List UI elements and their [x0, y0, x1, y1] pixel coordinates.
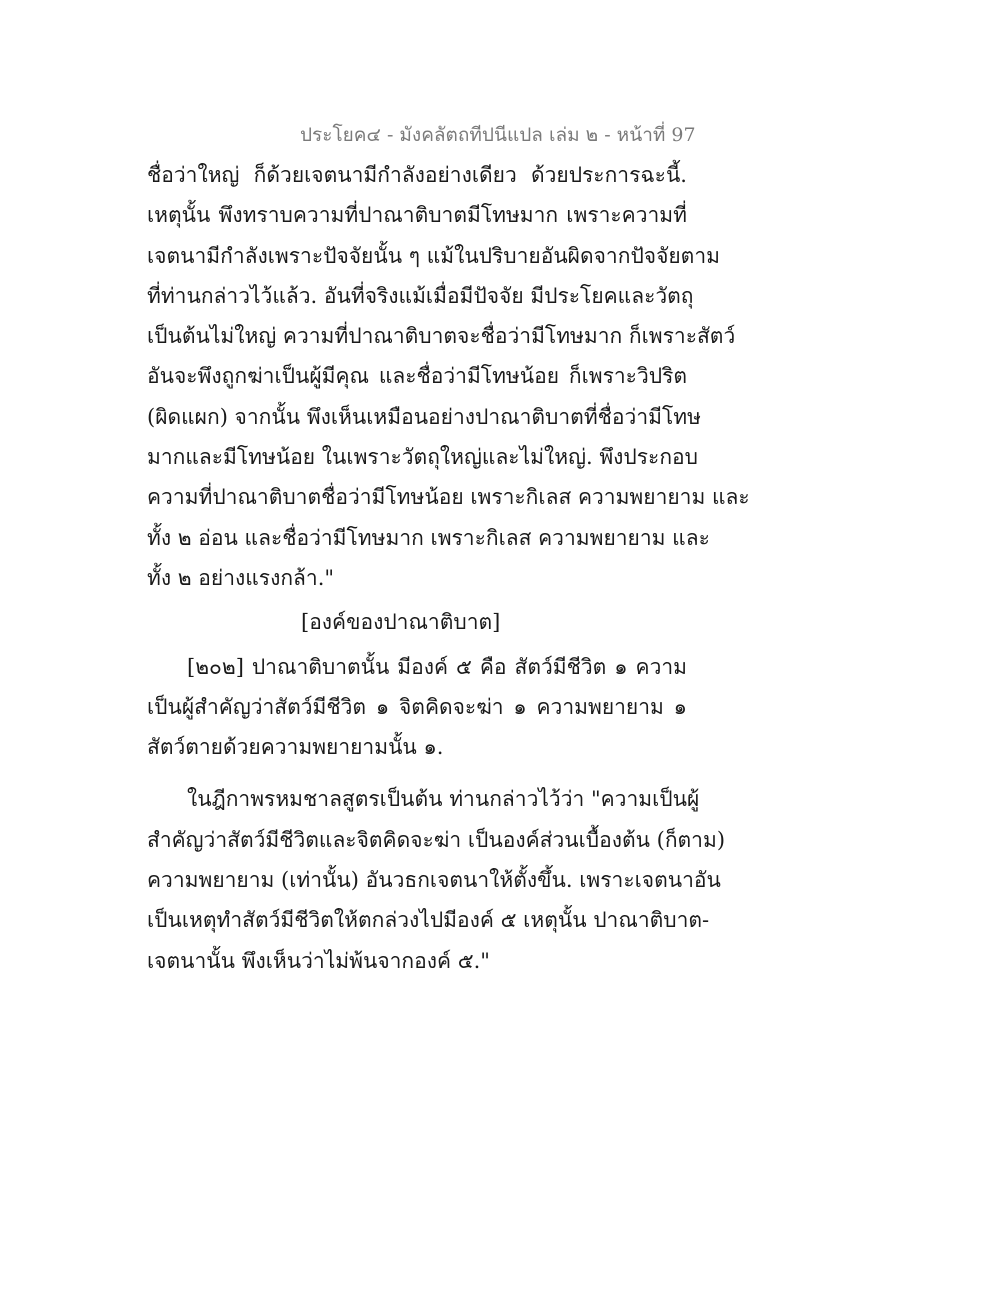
- text-line: ความพยายาม (เท่านั้น) อันวธกเจตนาให้ตั้งขึ้น. เพราะเจตนาอัน: [147, 868, 721, 893]
- text-line: ชื่อว่าใหญ่ ก็ด้วยเจตนามีกำลังอย่างเดียว ด้วยประการฉะนี้.: [147, 163, 687, 187]
- body-text: [147, 155, 750, 981]
- text-line: ทั้ง ๒ อย่างแรงกล้า.": [147, 565, 335, 590]
- text-line: เหตุนั้น พึงทราบความที่ปาณาติบาตมีโทษมาก เพราะความที่: [147, 203, 687, 228]
- text-line: อันจะพึงถูกฆ่าเป็นผู้มีคุณ และชื่อว่ามีโทษน้อย ก็เพราะวิปริต: [147, 364, 687, 389]
- text-line: [๒๐๒] ปาณาติบาตนั้น มีองค์ ๕ คือ สัตว์มีชีวิต ๑ ความ: [187, 654, 687, 679]
- paragraph-commentary: [147, 779, 726, 980]
- text-line: ทั้ง ๒ อ่อน และชื่อว่ามีโทษมาก เพราะกิเลส ความพยายาม และ: [147, 525, 710, 550]
- text-line: เจตนานั้น พึงเห็นว่าไม่พ้นจากองค์ ๕.": [147, 948, 490, 973]
- text-line: เป็นผู้สำคัญว่าสัตว์มีชีวิต ๑ จิตคิดจะฆ่า ๑ ความพยายาม ๑: [147, 694, 687, 719]
- text-line: เจตนามีกำลังเพราะปัจจัยนั้น ๆ แม้ในปริบายอันผิดจากปัจจัยตาม: [147, 243, 720, 268]
- text-line: ที่ท่านกล่าวไว้แล้ว. อันที่จริงแม้เมื่อมีปัจจัย มีประโยคและวัตถุ: [147, 283, 694, 308]
- text-line: สัตว์ตายด้วยความพยายามนั้น ๑.: [147, 735, 444, 760]
- paragraph-continuation: [147, 155, 750, 598]
- text-line: สำคัญว่าสัตว์มีชีวิตและจิตคิดจะฆ่า เป็นองค์ส่วนเบื้องต้น (ก็ตาม): [147, 827, 726, 852]
- paragraph-elements: [147, 647, 687, 768]
- text-line: (ผิดแผก) จากนั้น พึงเห็นเหมือนอย่างปาณาติบาตที่ชื่อว่ามีโทษ: [147, 404, 701, 429]
- text-line: ความที่ปาณาติบาตชื่อว่ามีโทษน้อย เพราะกิเลส ความพยายาม และ: [147, 485, 750, 510]
- text-line: เป็นเหตุทำสัตว์มีชีวิตให้ตกล่วงไปมีองค์ ๕ เหตุนั้น ปาณาติบาต-: [147, 908, 710, 933]
- running-head: ประโยค๔ - มังคลัตถทีปนีแปล เล่ม ๒ - หน้าที่ 97: [300, 124, 696, 146]
- text-line: มากและมีโทษน้อย ในเพราะวัตถุใหญ่และไม่ใหญ่. พึงประกอบ: [147, 445, 698, 470]
- section-heading: [องค์ของปาณาติบาต]: [301, 610, 501, 635]
- text-line: เป็นต้นไม่ใหญ่ ความที่ปาณาติบาตจะชื่อว่ามีโทษมาก ก็เพราะสัตว์: [147, 324, 736, 349]
- text-line: ในฎีกาพรหมชาลสูตรเป็นต้น ท่านกล่าวไว้ว่า "ความเป็นผู้: [187, 787, 700, 812]
